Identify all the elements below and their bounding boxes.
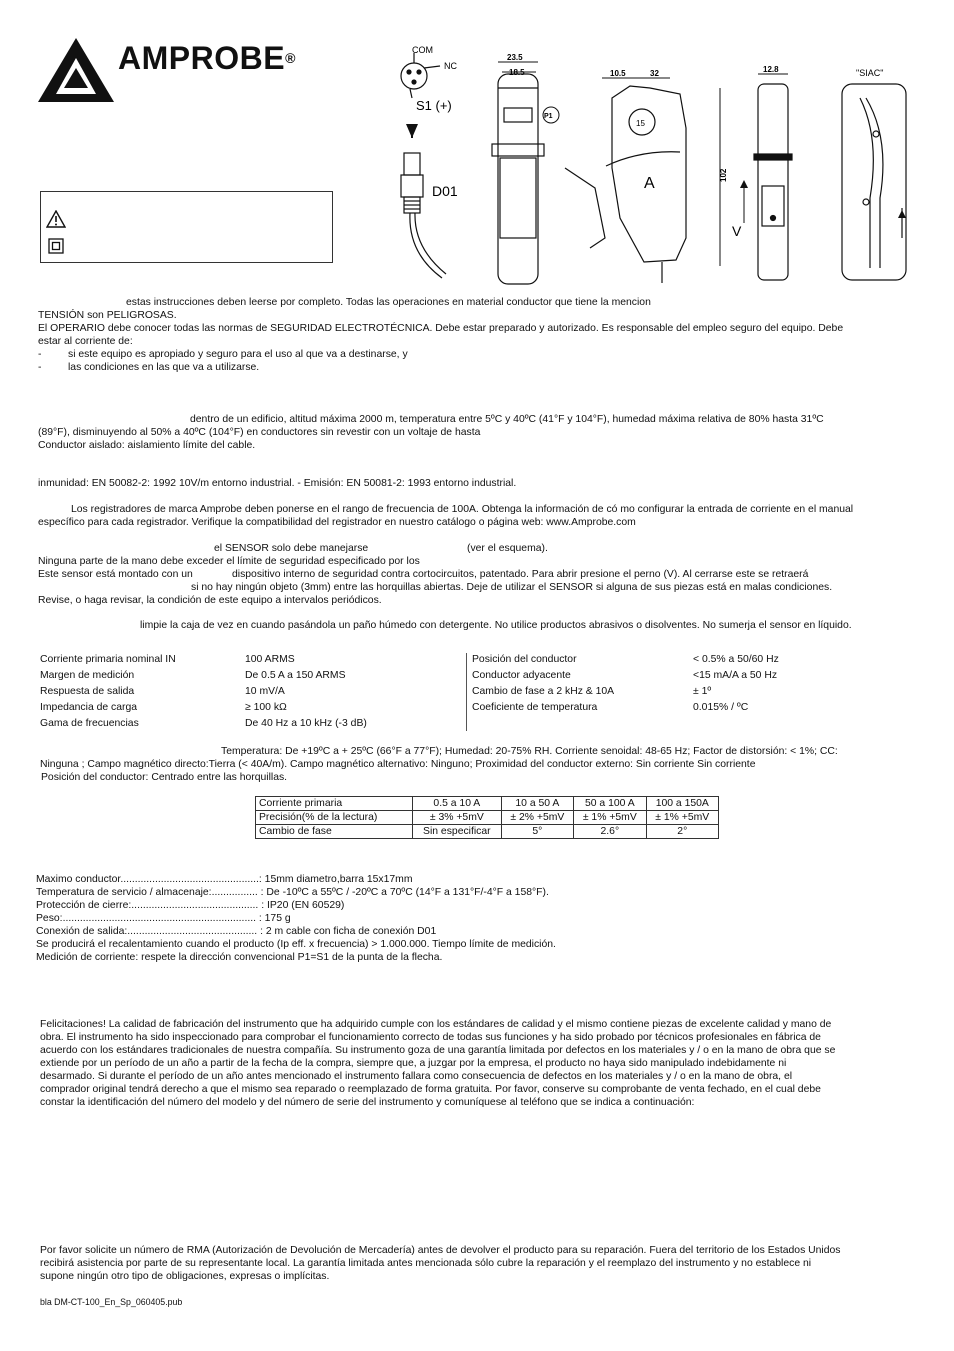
intro-bullet-2 [38,361,918,374]
spec-value: < 0.5% a 50/60 Hz [693,654,779,665]
general-line: Conexión de salida:............................................. : 2 m cable con ficha de conexión D01 [36,926,437,937]
accuracy-cell: Precisión(% de la lectura) [256,811,413,825]
brand-name: AMPROBE [118,40,286,76]
spec-row [472,701,912,717]
bullet-text: si este equipo es apropiado y seguro para el uso al que va a destinarse, y [68,349,408,360]
accuracy-header-cell: Corriente primaria [256,797,413,811]
spec-value: De 0.5 A a 150 ARMS [245,670,346,681]
rma-line: Por favor solicite un número de RMA (Autorización de Devolución de Mercadería) antes de devolver el producto para su reparación. Fuera del territorio de los Estados Unidos [40,1245,841,1256]
sensor-diagram [380,38,920,288]
spec-row [472,669,912,685]
usage-line-3: Conductor aislado: aislamiento límite del cable. [38,440,256,451]
warranty-line: acuerdo con los estándares tradicionales de nuestra compañía. Su instrumento goza de una garantía limitada por defectos en los materiales y / o en la mano de obra que se [40,1045,836,1056]
spec-row [40,701,460,717]
bullet-dash: - [38,349,42,360]
intro-line-3: El OPERARIO debe conocer todas las normas de SEGURIDAD ELECTROTÉCNICA. Debe estar preparado y autorizado. Es responsable del empleo seguro del equipo. Debe [38,323,844,334]
spec-row [472,653,912,669]
specs-right-table [472,653,912,717]
dim-32: 32 [650,69,659,78]
intro-bullet-1 [38,348,918,361]
handling-b: (ver el esquema). [467,543,548,554]
accuracy-cell: 2° [646,825,718,839]
sensor-side-view-2 [754,84,792,280]
registered-mark: ® [285,50,296,66]
dim-102: 102 [719,168,728,182]
general-line: Se producirá el recalentamiento cuando el producto (Ip eff. x frecuencia) > 1.000.000. Tiempo límite de medición. [36,939,556,950]
accuracy-cell: ± 1% +5mV [646,811,718,825]
dim-12-8: 12.8 [763,65,779,74]
recorder-section [38,503,918,529]
emc-line: inmunidad: EN 50082-2: 1992 10V/m entorno industrial. - Emisión: EN 50081-2: 1993 entorno industrial. [38,478,517,489]
handling-line-1 [38,542,918,555]
spec-value: 10 mV/A [245,686,285,697]
warranty-line: constar la identificación del número del modelo y del número de serie del instrumento y comuníquese al teléfono que se indica a continuación: [40,1097,695,1108]
handling-3b: dispositivo interno de seguridad contra cortocircuitos, patentado. Para abrir presione el perno (V). Al cerrarse este se retraerá [232,569,809,580]
com-label: COM [412,45,433,55]
rma-section [40,1244,920,1283]
amprobe-triangle-icon [38,38,118,104]
intro-line-2: TENSIÓN son PELIGROSAS. [38,310,177,321]
siac-label: "SIAC" [856,68,884,78]
d01-label: D01 [432,183,458,199]
reference-line-3: Posición del conductor: Centrado entre las horquillas. [41,772,288,783]
spec-label: Gama de frecuencias [40,718,139,729]
spec-row [40,685,460,701]
sensor-side-view [565,86,686,283]
bullet-dash: - [38,362,42,373]
label-a: A [644,175,655,192]
accuracy-header-cell: 50 a 100 A [574,797,646,811]
general-line: Protección de cierre:............................................ : IP20 (EN 60529) [36,900,345,911]
recorder-line-1: Los registradores de marca Amprobe deben ponerse en el rango de frecuencia de 100A. Obtenga la información de có mo configurar la entrada de corriente en el manual [71,504,854,515]
spec-row [40,669,460,685]
warranty-line: extiende por un período de un año a partir de la fecha de la compra, siempre que, a juzgar por la empresa, el producto no haya sido manipulado indebidamente ni [40,1058,787,1069]
handling-line-5: Revise, o haga revisar, la condición de este equipo a intervalos periódicos. [38,595,382,606]
spec-value: <15 mA/A a 50 Hz [693,670,778,681]
sensor-front-view [492,74,544,284]
rma-line: supone ningún otro tipo de obligaciones, expresas o implícitas. [40,1271,330,1282]
nc-label: NC [444,61,457,71]
recorder-line-2: específico para cada registrador. Verifique la compatibilidad del registrador en nuestro catálogo o página web: www.Amprobe.com [38,517,636,528]
general-line: Temperatura de servicio / almacenaje:................ : De -10ºC a 55ºC / -20ºC a 70ºC (14°F a 131°F/-4°F a 158°F). [36,887,549,898]
specs-left-table [40,653,460,733]
general-line: Peso:................................................................... : 175 g [36,913,291,924]
accuracy-row [256,825,719,839]
handling-line-4: si no hay ningún objeto (3mm) entre las horquillas abiertas. Deje de utilizar el SENSOR si alguna de sus piezas está en malas condiciones. [191,582,833,593]
siac-detail [842,84,906,280]
general-line: Maximo conductor................................................: 15mm diametro,barra 15x17mm [36,874,413,885]
spec-value: De 40 Hz a 10 kHz (-3 dB) [245,718,367,729]
spec-label: Coeficiente de temperatura [472,702,598,713]
spec-label: Respuesta de salida [40,686,135,697]
spec-value: ± 1º [693,686,712,697]
usage-line-1: dentro de un edificio, altitud máxima 2000 m, temperatura entre 5ºC y 40ºC (41°F y 104°F), humedad máxima relativa de 80% hasta 31ºC [190,414,824,425]
accuracy-header-cell: 100 a 150A [646,797,718,811]
intro-line-4: estar al corriente de: [38,336,133,347]
accuracy-header-cell: 10 a 50 A [501,797,573,811]
handling-a: el SENSOR solo debe manejarse [214,543,369,554]
dim-15: 15 [636,119,645,128]
handling-section [38,542,918,607]
warning-box [40,191,333,263]
warranty-line: desarmado. Si durante el período de un año antes mencionado el instrumento fallara como consecuencia de defectos en los materiales y / o en la mano de obra, el [40,1071,793,1082]
spec-value: 100 ARMS [245,654,295,665]
general-section [36,873,916,964]
dim-23-5: 23.5 [507,53,523,62]
warranty-line: obra. El instrumento ha sido inspeccionado para comprobar el funcionamiento correcto de todas sus funciones y ha sido probado por técnicos profesionales en fábrica de [40,1032,821,1043]
dim-10-5: 10.5 [610,69,626,78]
warranty-section [40,1018,920,1109]
intro-line-1: estas instrucciones deben leerse por completo. Todas las operaciones en material conductor que tiene la mencion [126,297,651,308]
accuracy-cell: 5° [501,825,573,839]
spec-label: Posición del conductor [472,654,577,665]
rma-line: recibirá asistencia por parte de su representante local. La garantía limitada antes mencionada sólo cubre la reparación y el reemplazo del instrumento y no establece ni [40,1258,812,1269]
spec-value: ≥ 100 kΩ [245,702,287,713]
general-line: Medición de corriente: respete la dirección convencional P1=S1 de la punta de la flecha. [36,952,443,963]
spec-divider [466,653,467,731]
accuracy-cell: Sin especificar [413,825,502,839]
bullet-text: las condiciones en las que va a utilizarse. [68,362,260,373]
spec-value: 0.015% / ºC [693,702,749,713]
double-insulation-icon [48,238,64,254]
spec-row [40,717,460,733]
spec-label: Margen de medición [40,670,135,681]
spec-label: Corriente primaria nominal IN [40,654,176,665]
p1-label: P1 [544,113,553,120]
handling-line-2: Ninguna parte de la mano debe exceder el límite de seguridad especificado por los [38,556,420,567]
intro-section [38,296,918,374]
amprobe-logo [38,38,318,104]
accuracy-cell: ± 2% +5mV [501,811,573,825]
footer-ref: bla DM-CT-100_En_Sp_060405.pub [40,1297,183,1307]
handling-3a: Este sensor está montado con un [38,569,193,580]
s1-label: S1 (+) [416,98,452,113]
warning-triangle-icon [46,210,66,228]
cleaning-line: limpie la caja de vez en cuando pasándola un paño húmedo con detergente. No utilice productos abrasivos o disolventes. No sumerja el sensor en líquido. [140,620,852,631]
reference-section [38,745,918,784]
accuracy-cell: 2.6° [574,825,646,839]
spec-row [472,685,912,701]
dim-18-5: 18.5 [509,68,525,77]
accuracy-cell: Cambio de fase [256,825,413,839]
warranty-line: comprador original tendrá derecho a que el mismo sea reparado o reemplazado de forma gratuita. Por favor, conserve su comprobante de venta fechado, en el cual debe [40,1084,821,1095]
usage-section [38,413,918,452]
connector-top-view [401,53,440,98]
reference-line-2: Ninguna ; Campo magnético directo:Tierra (< 40A/m). Campo magnético alternativo: Ninguno; Proximidad del conductor externo: Sin corriente Sin corriente [40,759,756,770]
d01-connector [401,153,446,278]
accuracy-table [255,796,719,839]
spec-row [40,653,460,669]
spec-label: Conductor adyacente [472,670,571,681]
handling-line-3 [38,568,918,581]
accuracy-cell: ± 3% +5mV [413,811,502,825]
accuracy-cell: ± 1% +5mV [574,811,646,825]
spec-label: Impedancia de carga [40,702,138,713]
usage-line-2: (89°F), disminuyendo al 50% a 40ºC (104°F) en conductores sin revestir con un voltaje de hasta [38,427,481,438]
warranty-line: Felicitaciones! La calidad de fabricación del instrumento que ha adquirido cumple con los estándares de calidad y el mismo contiene piezas de excelente calidad y mano de [40,1019,832,1030]
accuracy-header-row [256,797,719,811]
reference-line-1: Temperatura: De +19ºC a + 25ºC (66°F a 77°F); Humedad: 20-75% RH. Corriente senoidal: 48-65 Hz; Factor de distorsión: < 1%; CC: [221,746,838,757]
accuracy-row [256,811,719,825]
spec-label: Cambio de fase a 2 kHz & 10A [472,686,615,697]
label-v: V [732,223,742,239]
accuracy-header-cell: 0.5 a 10 A [413,797,502,811]
